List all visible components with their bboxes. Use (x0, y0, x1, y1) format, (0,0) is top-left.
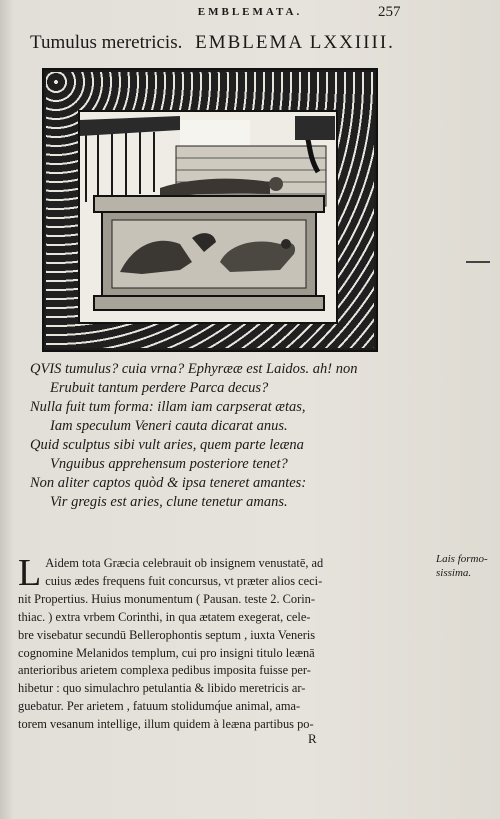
tomb-woodcut-image (80, 112, 336, 322)
woodcut-illustration (78, 110, 338, 324)
verse-line: Nulla fuit tum forma: illam iam carpserat ætas, (30, 399, 306, 415)
commentary-line: anterioribus arietem complexa pedibus imposita fuisse per- (18, 663, 311, 678)
marginal-note-line: sissima. (436, 567, 472, 579)
commentary-line: cuius ædes frequens fuit concursus, vt præter alios ceci- (45, 573, 323, 588)
margin-mark (466, 261, 490, 263)
verse-line: Vir gregis est aries, clune tenetur amans. (50, 494, 288, 510)
signature-mark: R (308, 731, 317, 746)
emblem-verse (30, 360, 460, 512)
emblem-title: Tumulus meretricis. (30, 32, 183, 53)
emblem-number: EMBLEMA LXXIIII. (195, 32, 395, 53)
marginal-note (436, 552, 496, 580)
verse-line: Quid sculptus sibi vult aries, quem parte leæna (30, 437, 304, 453)
verse-line: Erubuit tantum perdere Parca decus? (50, 380, 269, 396)
verse-line: Non aliter captos quòd & ipsa teneret amantes: (30, 475, 307, 491)
commentary-line: hibetur : quo simulachro petulantia & libido meretricis ar- (18, 681, 306, 696)
emblem-title-line (30, 32, 470, 54)
verse-line: QVIS tumulus? cuia vrna? Ephyrææ est Laidos. ah! non (30, 361, 358, 377)
verse-line: Iam speculum Veneri cauta dicarat anus. (50, 418, 288, 434)
woodcut-frame (42, 68, 378, 352)
marginal-note-line: Lais formo- (436, 553, 488, 565)
running-head: EMBLEMATA. (197, 6, 303, 18)
commentary-line: thiac. ) extra vrbem Corinthi, in qua ætatem exegerat, cele- (18, 609, 311, 624)
commentary-line: nit Propertius. Huius monumentum ( Pausan. teste 2. Corin- (18, 591, 316, 606)
commentary-text (18, 552, 418, 734)
commentary-line: torem vesanum intellige, illum quidem à leæna partibus po- (18, 717, 314, 732)
commentary-line: guebatur. Per arietem , fatuum stolidumq́ue animal, ama- (18, 699, 301, 714)
commentary-line: Aidem tota Græcia celebrauit ob insignem venustatē, ad (45, 556, 324, 570)
drop-cap: L (18, 552, 42, 594)
commentary-line: bre visebatur secundū Bellerophontis septum , iuxta Veneris (18, 627, 316, 642)
commentary-line: cognomine Melanidos templum, cui pro insigni titulo leænā (18, 645, 315, 660)
verse-line: Vnguibus apprehensum posteriore tenet? (50, 456, 288, 472)
page-number: 257 (378, 4, 401, 20)
